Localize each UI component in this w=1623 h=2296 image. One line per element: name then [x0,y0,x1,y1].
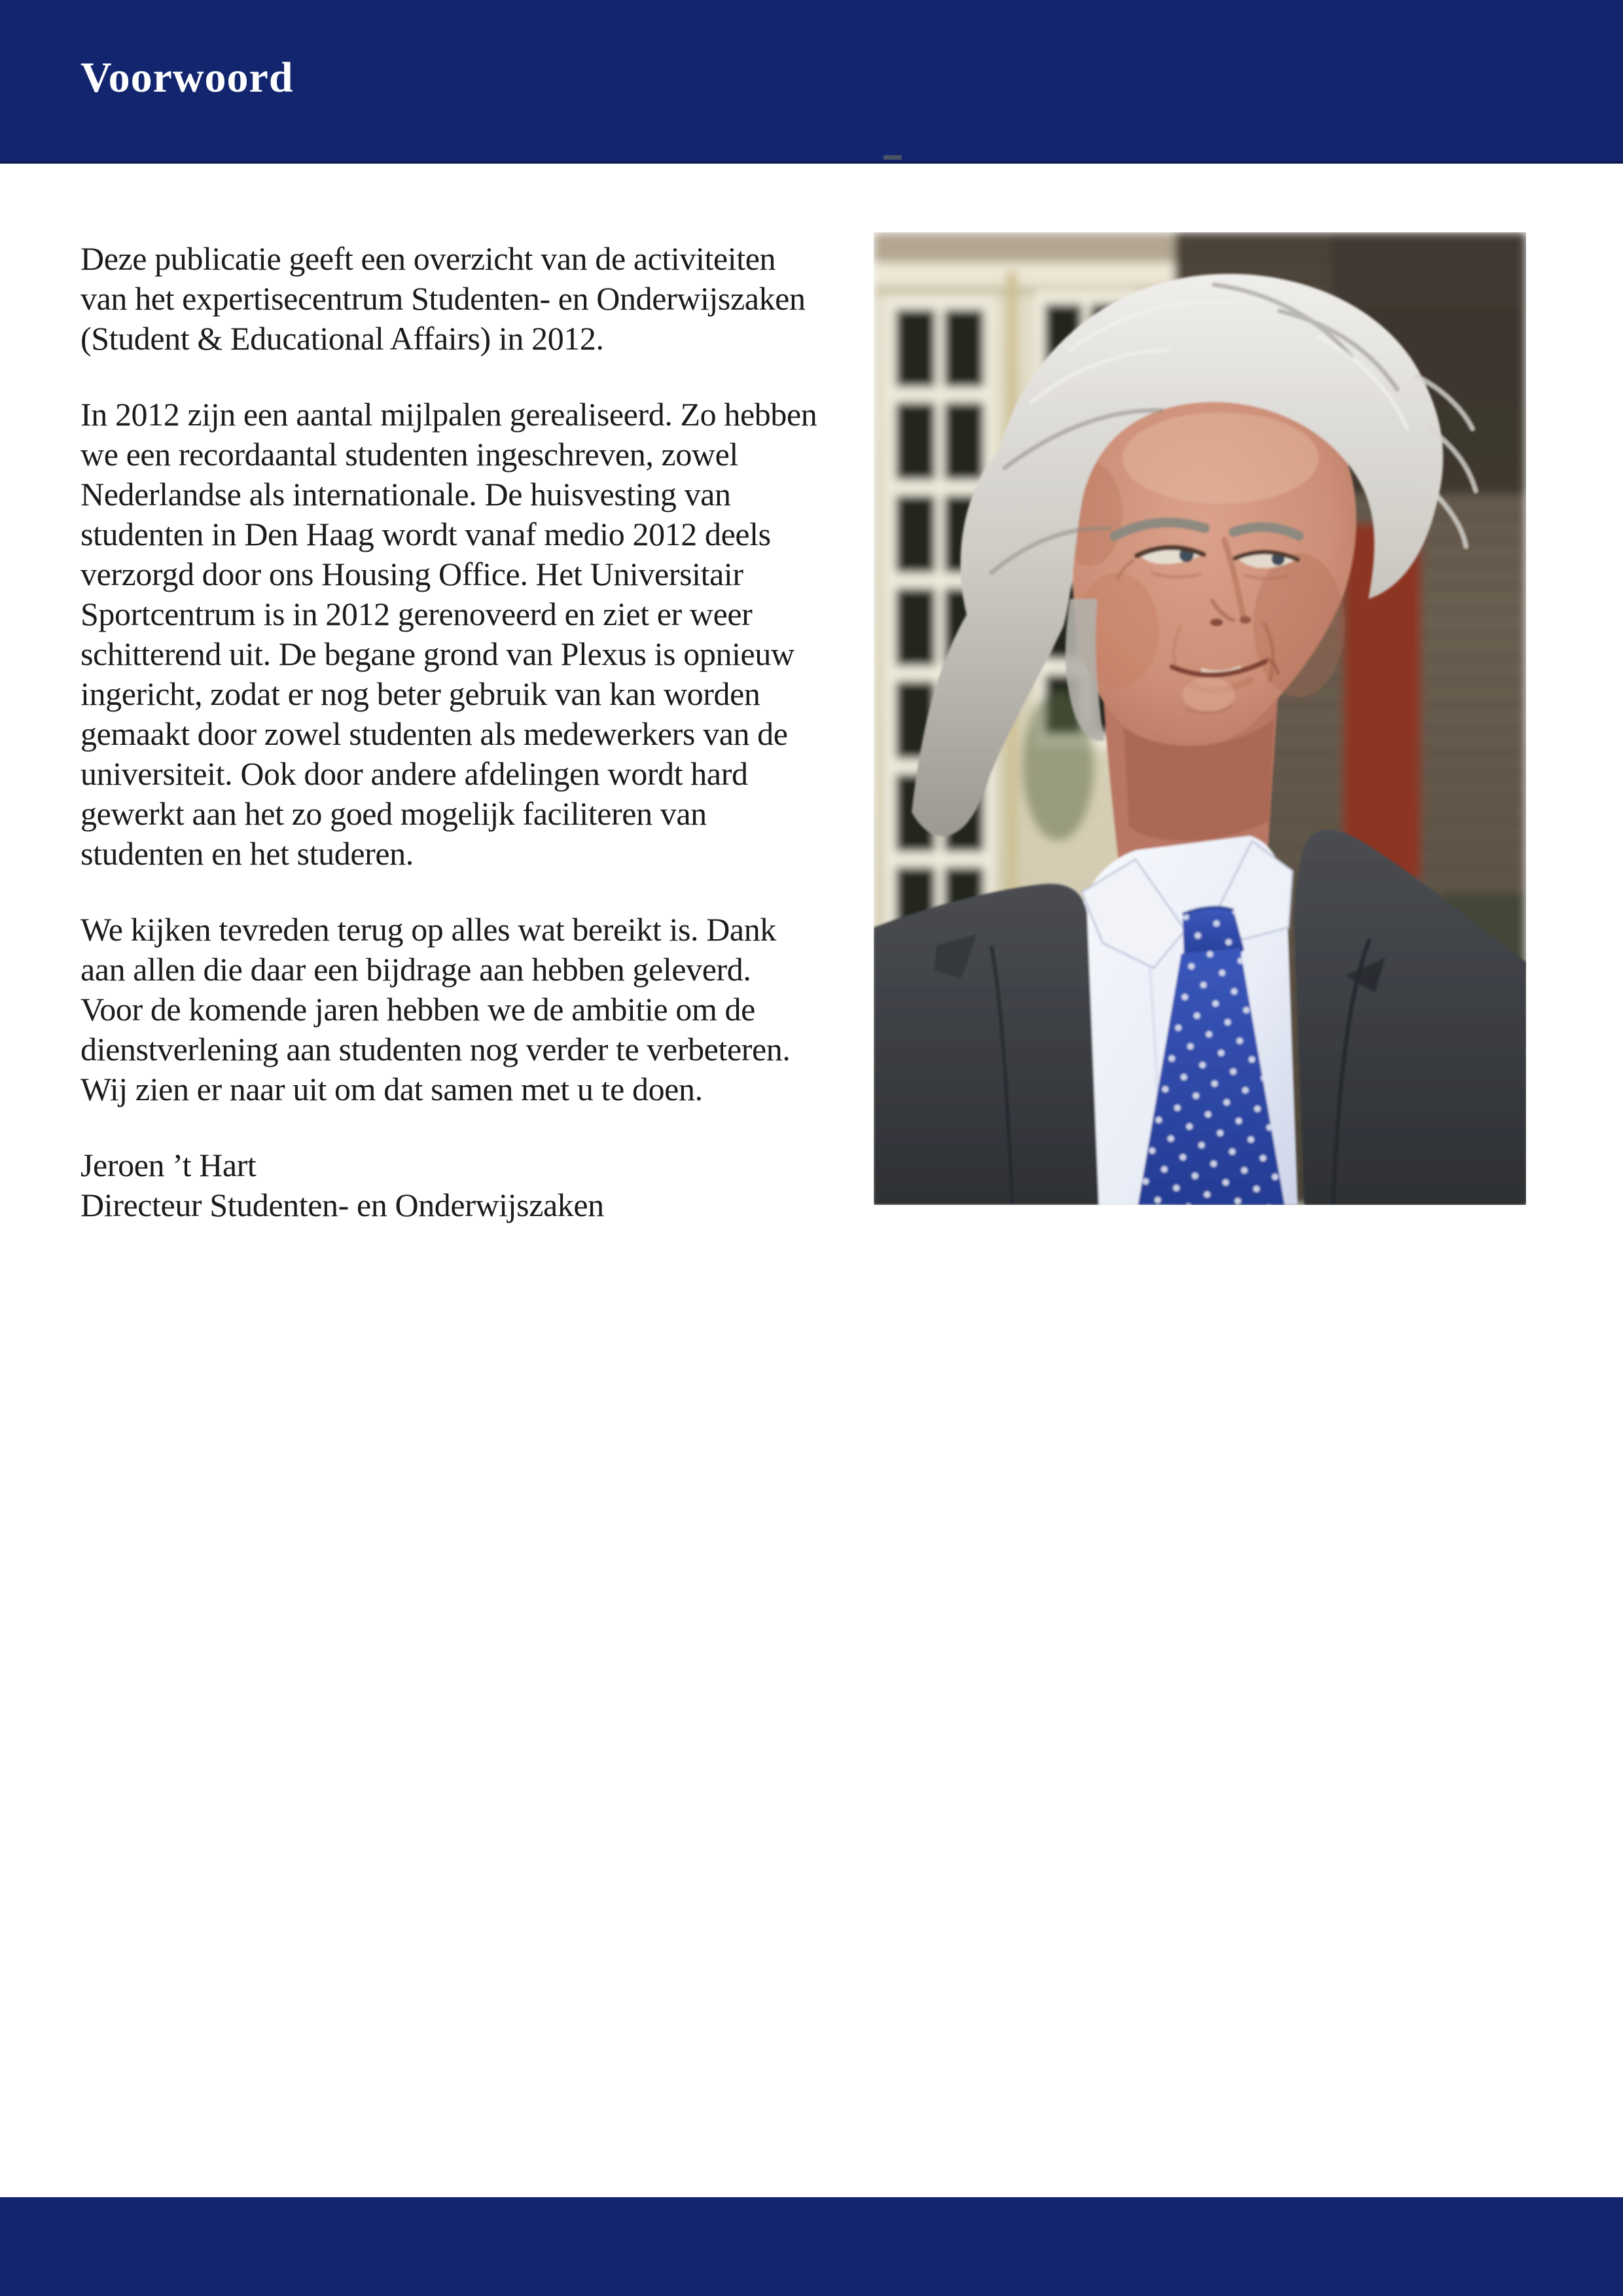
text-line: (Student & Educational Affairs) in 2012. [80,320,604,357]
text-line: Voor de komende jaren hebben we de ambitie om de [80,991,755,1028]
paragraph [80,395,874,874]
text-line: Nederlandse als internationale. De huisvesting van [80,476,731,512]
text-line: studenten in Den Haag wordt vanaf medio 2012 deels [80,516,771,552]
body-text [80,239,874,1261]
text-line: schitterend uit. De begane grond van Plexus is opnieuw [80,636,794,672]
text-line: aan allen die daar een bijdrage aan hebben geleverd. [80,951,751,988]
header-dash [883,155,902,160]
paragraph [80,1145,874,1225]
paragraph [80,239,874,359]
portrait-photo [874,232,1526,1205]
page-title: Voorwoord [80,54,294,101]
text-line: studenten en het studeren. [80,835,414,872]
suit-left-shoulder [874,884,1099,1205]
text-line: verzorgd door ons Housing Office. Het Universitair [80,556,743,592]
text-line: we een recordaantal studenten ingeschreven, zowel [80,436,738,473]
text-line: Wij zien er naar uit om dat samen met u te doen. [80,1071,703,1107]
text-line: gemaakt door zowel studenten als medewerkers van de [80,715,788,752]
paragraph [80,910,874,1109]
text-line: We kijken tevreden terug op alles wat bereikt is. Dank [80,911,776,948]
text-line: Sportcentrum is in 2012 gerenoveerd en ziet er weer [80,596,753,632]
portrait-illustration [874,232,1526,1205]
text-line: van het expertisecentrum Studenten- en Onderwijszaken [80,280,806,317]
text-line: Jeroen ’t Hart [80,1147,257,1183]
text-line: universiteit. Ook door andere afdelingen wordt hard [80,755,748,792]
text-line: Deze publicatie geeft een overzicht van de activiteiten [80,240,776,277]
text-line: Directeur Studenten- en Onderwijszaken [80,1187,604,1223]
text-line: dienstverlening aan studenten nog verder te verbeteren. [80,1031,791,1067]
header-band [0,0,1623,164]
text-line: gewerkt aan het zo goed mogelijk faciliteren van [80,795,707,832]
text-line: In 2012 zijn een aantal mijlpalen gerealiseerd. Zo hebben [80,396,817,433]
text-line: ingericht, zodat er nog beter gebruik van kan worden [80,675,760,712]
footer-band [0,2197,1623,2296]
